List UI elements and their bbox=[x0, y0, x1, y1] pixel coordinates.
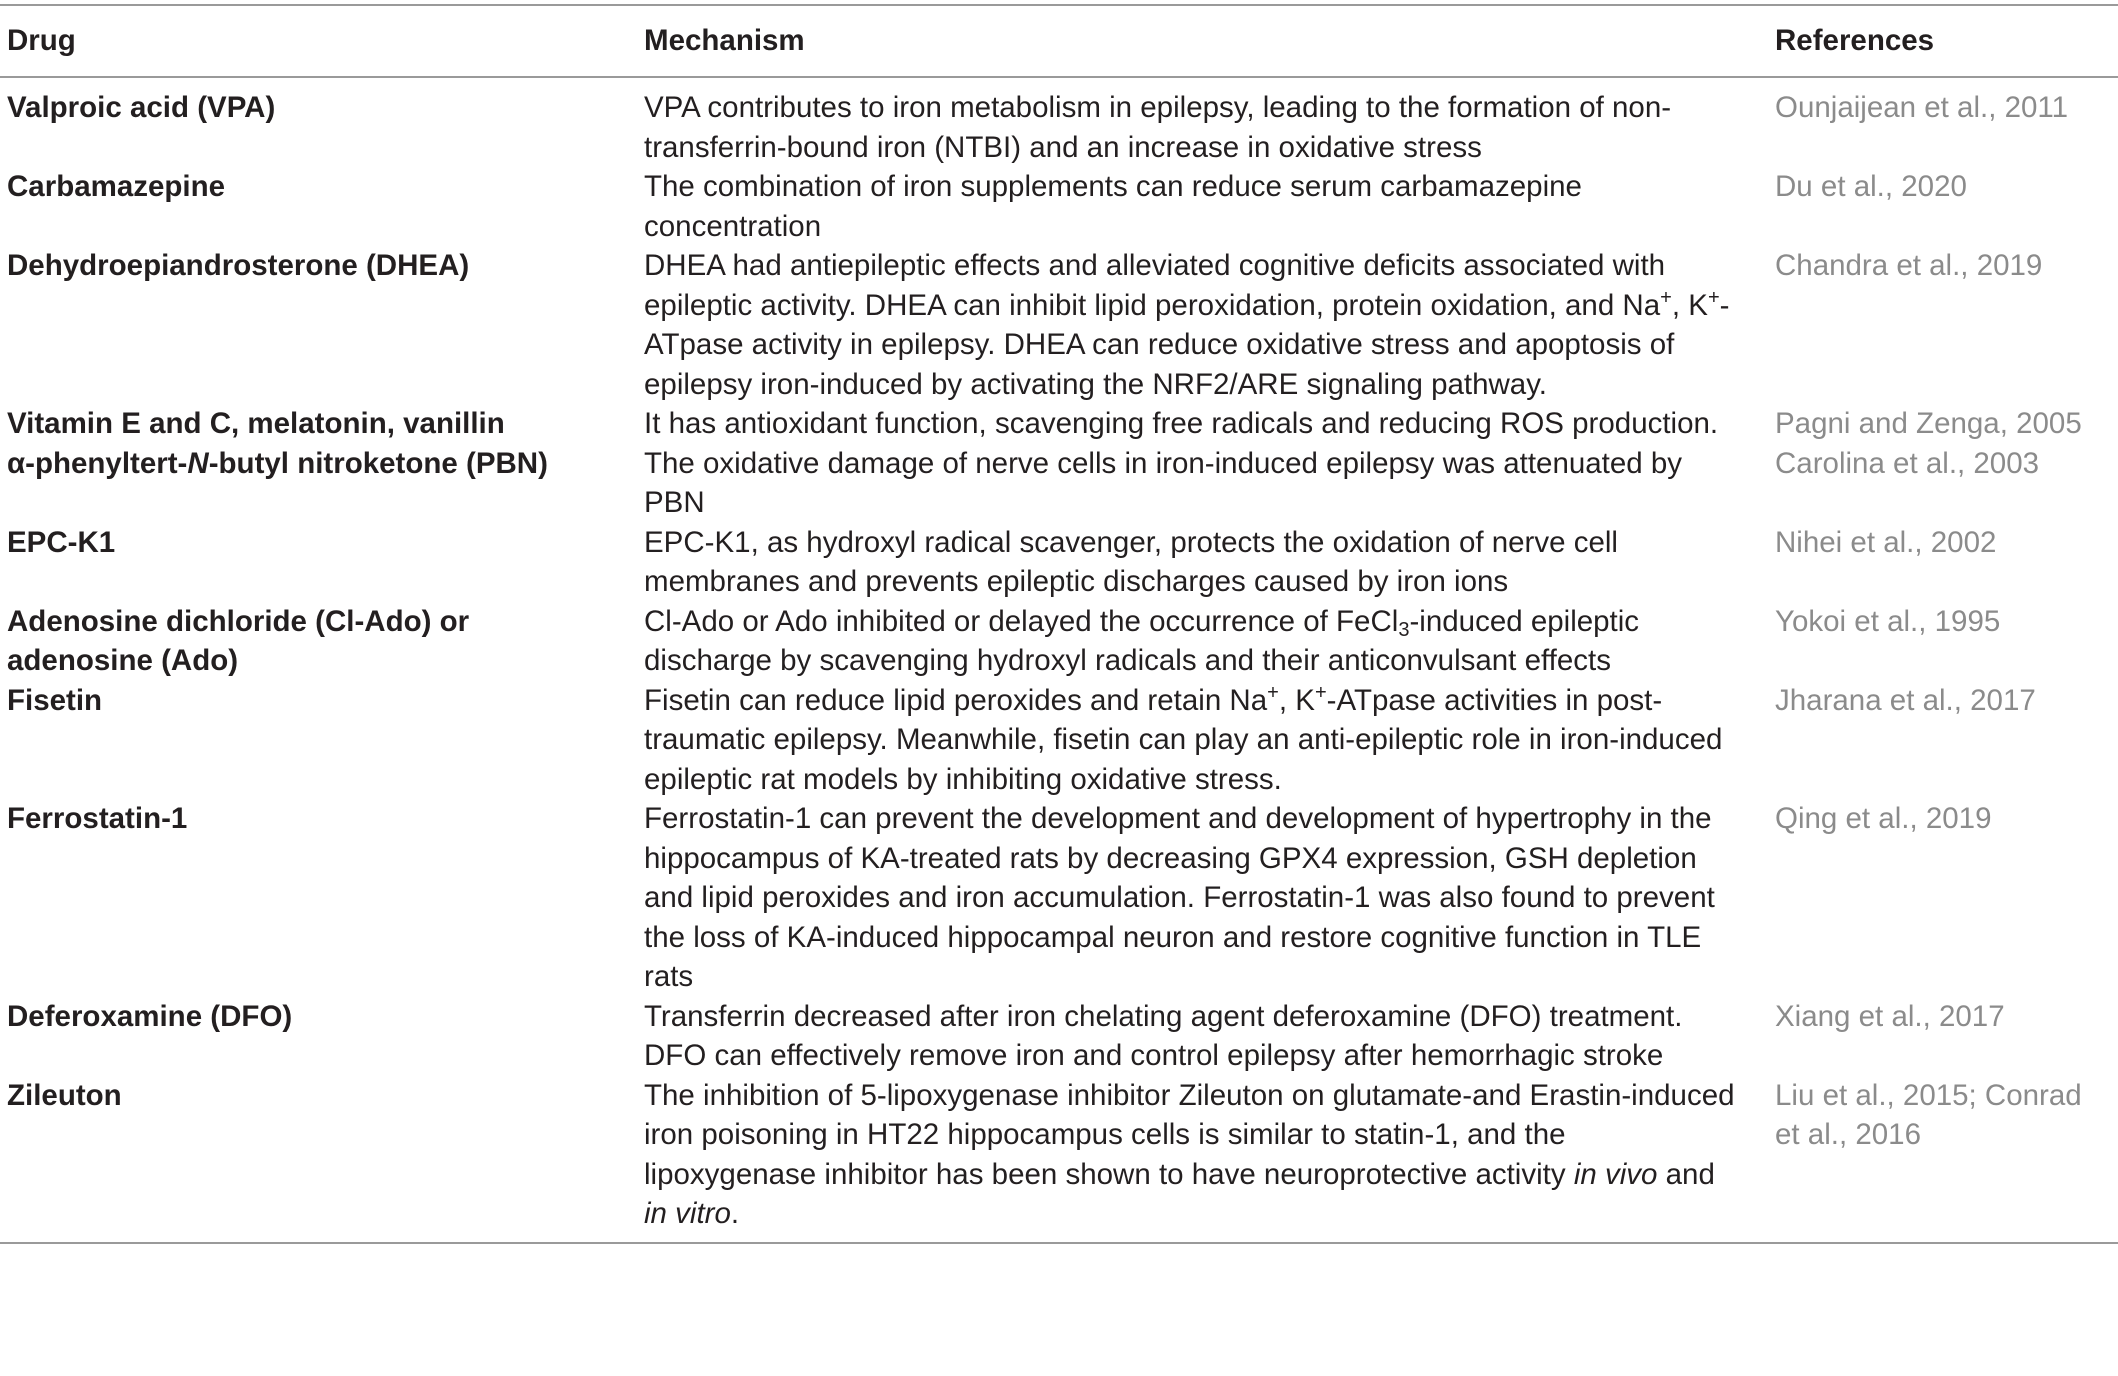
table-body bbox=[0, 77, 2118, 1243]
reference-cell: Yokoi et al., 1995 bbox=[1775, 604, 2001, 638]
header-references: References bbox=[1775, 24, 1935, 57]
drug-cell: Carbamazepine bbox=[7, 170, 226, 203]
mechanism-cell: The oxidative damage of nerve cells in iron-induced epilepsy was attenuated by PBN bbox=[644, 446, 1683, 519]
reference-cell: Chandra et al., 2019 bbox=[1775, 249, 2043, 282]
drug-cell: Adenosine dichloride (Cl-Ado) or adenosine (Ado) bbox=[7, 604, 470, 677]
drug-cell: Vitamin E and C, melatonin, vanillin bbox=[7, 407, 505, 440]
reference-cell: Carolina et al., 2003 bbox=[1775, 446, 2040, 480]
italic-text: N bbox=[187, 446, 209, 480]
reference-cell: Liu et al., 2015; Conrad et al., 2016 bbox=[1775, 1078, 2082, 1151]
drug-mechanism-table bbox=[0, 4, 2118, 1244]
mechanism-text: , K bbox=[1671, 288, 1708, 322]
mechanism-cell: Ferrostatin-1 can prevent the development and development of hypertrophy in the hippocampus of KA-treated rats by decreasing GPX4 expression, GSH depletion and lipid peroxides and iron accumulation. Ferrostatin-1 was also found to prevent the loss of KA-induced hippocampal neuron and restore cognitive function in TLE rats bbox=[644, 802, 1715, 993]
mechanism-cell: The combination of iron supplements can reduce serum carbamazepine concentration bbox=[644, 170, 1582, 243]
mechanism-cell: VPA contributes to iron metabolism in epilepsy, leading to the formation of non-transferrin-bound iron (NTBI) and an increase in oxidative stress bbox=[644, 91, 1672, 164]
table-row bbox=[0, 1076, 2118, 1243]
drug-text: -butyl nitroketone (PBN) bbox=[208, 446, 548, 480]
superscript: + bbox=[1707, 286, 1720, 309]
drug-cell: Deferoxamine (DFO) bbox=[7, 999, 293, 1033]
mechanism-text: DHEA had antiepileptic effects and alleviated cognitive deficits associated with epileptic activity. DHEA can inhibit lipid peroxidation, protein oxidation, and Na bbox=[644, 249, 1666, 322]
mechanism-text: and bbox=[1657, 1157, 1715, 1191]
mechanism-cell bbox=[636, 246, 1767, 404]
drug-cell: Dehydroepiandrosterone (DHEA) bbox=[7, 249, 470, 282]
mechanism-text: Fisetin can reduce lipid peroxides and retain Na bbox=[644, 683, 1268, 717]
mechanism-text: -induced epileptic discharge by scavenging hydroxyl radicals and their anticonvulsant effects bbox=[644, 604, 1640, 677]
header-mechanism: Mechanism bbox=[644, 24, 805, 57]
superscript: + bbox=[1267, 681, 1279, 704]
mechanism-cell: Transferrin decreased after iron chelating agent deferoxamine (DFO) treatment. DFO can effectively remove iron and control epilepsy after hemorrhagic stroke bbox=[644, 999, 1683, 1072]
table-row bbox=[0, 444, 2118, 523]
table-row bbox=[0, 602, 2118, 681]
superscript: + bbox=[1660, 286, 1672, 309]
table-row bbox=[0, 799, 2118, 997]
reference-cell: Nihei et al., 2002 bbox=[1775, 525, 1997, 559]
table-row bbox=[0, 681, 2118, 800]
drug-cell bbox=[0, 444, 636, 523]
italic-text: in vivo bbox=[1573, 1157, 1658, 1191]
drug-cell: Fisetin bbox=[7, 683, 103, 717]
reference-cell: Jharana et al., 2017 bbox=[1775, 683, 2036, 717]
mechanism-cell bbox=[636, 602, 1767, 681]
mechanism-cell: EPC-K1, as hydroxyl radical scavenger, protects the oxidation of nerve cell membranes and prevents epileptic discharges caused by iron ions bbox=[644, 525, 1618, 598]
drug-text: α-phenyltert- bbox=[7, 446, 188, 480]
reference-cell: Du et al., 2020 bbox=[1775, 170, 1967, 203]
mechanism-text: -ATpase activity in epilepsy. DHEA can reduce oxidative stress and apoptosis of epilepsy iron-induced by activating the NRF2/ARE signaling pathway. bbox=[644, 288, 1730, 401]
mechanism-text: -ATpase activities in post-traumatic epilepsy. Meanwhile, fisetin can play an anti-epileptic role in iron-induced epileptic rat models by inhibiting oxidative stress. bbox=[644, 683, 1723, 796]
table-header bbox=[0, 5, 2118, 77]
italic-text: in vitro bbox=[644, 1197, 731, 1230]
reference-cell: Xiang et al., 2017 bbox=[1775, 999, 2005, 1033]
superscript: + bbox=[1314, 681, 1327, 704]
mechanism-text: Cl-Ado or Ado inhibited or delayed the occurrence of FeCl bbox=[644, 604, 1399, 638]
table-row bbox=[0, 77, 2118, 167]
header-row bbox=[0, 5, 2118, 77]
drug-cell: EPC-K1 bbox=[7, 525, 116, 559]
reference-cell: Qing et al., 2019 bbox=[1775, 802, 1992, 835]
mechanism-cell bbox=[636, 1076, 1767, 1243]
table-row bbox=[0, 246, 2118, 404]
reference-cell: Ounjaijean et al., 2011 bbox=[1775, 91, 2069, 124]
mechanism-text: , K bbox=[1278, 683, 1315, 717]
header-drug: Drug bbox=[7, 24, 76, 57]
mechanism-text: . bbox=[730, 1197, 740, 1230]
drug-cell: Valproic acid (VPA) bbox=[7, 91, 276, 124]
drug-cell: Zileuton bbox=[7, 1078, 122, 1112]
mechanism-cell bbox=[636, 681, 1767, 800]
mechanism-cell: It has antioxidant function, scavenging free radicals and reducing ROS production. bbox=[644, 407, 1719, 440]
table-row bbox=[0, 523, 2118, 602]
subscript: 3 bbox=[1398, 618, 1410, 641]
reference-cell: Pagni and Zenga, 2005 bbox=[1775, 407, 2082, 440]
table-row bbox=[0, 404, 2118, 444]
mechanism-text: The inhibition of 5-lipoxygenase inhibitor Zileuton on glutamate-and Erastin-induced iron poisoning in HT22 hippocampus cells is similar to statin-1, and the lipoxygenase inhibitor has been shown to have neuroprotective activity bbox=[644, 1078, 1735, 1191]
table-row bbox=[0, 997, 2118, 1076]
drug-cell: Ferrostatin-1 bbox=[7, 802, 188, 835]
table-row bbox=[0, 167, 2118, 246]
